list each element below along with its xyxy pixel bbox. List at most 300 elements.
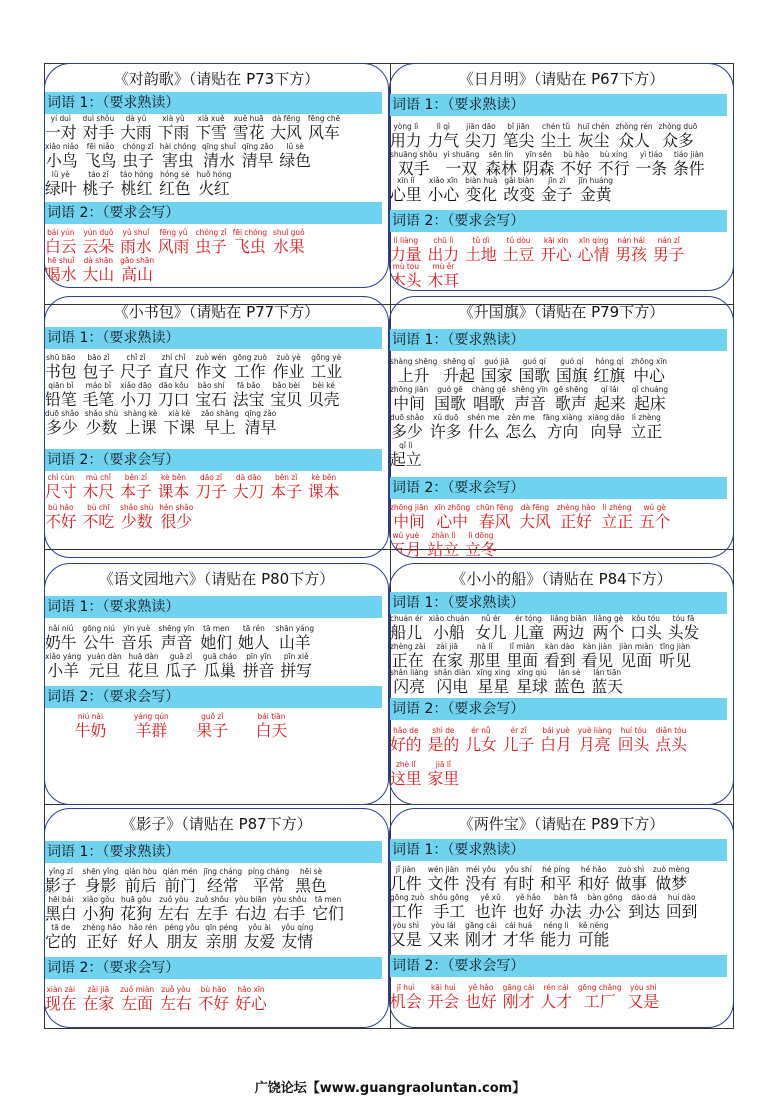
hanzi: 大山	[82, 265, 115, 284]
word-item	[443, 357, 475, 386]
pinyin: hé píng	[542, 865, 570, 874]
card-title: 《升国旗》（请贴在 P79下方）	[458, 303, 665, 321]
hanzi: 国歌	[518, 366, 551, 385]
pinyin: zhàn lì	[431, 531, 456, 540]
hanzi: 法宝	[232, 390, 265, 409]
pinyin: yì tiáo	[639, 150, 663, 159]
pinyin: huā dàn	[128, 652, 159, 661]
word-item	[233, 473, 265, 502]
read-section-header: 词语 1：（要求熟读）	[390, 839, 727, 861]
read-word-row	[390, 614, 729, 644]
pinyin: xiàn zài	[46, 985, 76, 994]
word-item	[45, 503, 77, 532]
pinyin: yòng lì	[393, 122, 419, 131]
hanzi: 立正	[630, 422, 663, 441]
write-section-header: 词语 2：（要求会写）	[390, 955, 727, 977]
hanzi: 很少	[160, 512, 193, 531]
pinyin: bù hǎo	[200, 985, 227, 994]
pinyin: xiǎo gǒu	[82, 895, 115, 904]
pinyin: bǎo bèi	[272, 381, 300, 390]
hanzi: 到达	[628, 902, 660, 921]
pinyin: zài jiā	[436, 642, 458, 651]
pinyin: tā men	[314, 895, 342, 904]
hanzi: 也好	[465, 992, 497, 1011]
pinyin: rén cái	[543, 983, 569, 992]
word-item	[45, 353, 77, 382]
read-section-header: 词语 1：（要求熟读）	[45, 841, 382, 863]
pinyin: lǜ yè	[51, 170, 70, 179]
word-item	[158, 473, 190, 502]
pinyin: xiǎo dāo	[120, 381, 152, 390]
word-item	[639, 503, 671, 532]
word-item	[45, 624, 77, 653]
word-item	[506, 642, 538, 671]
word-item	[541, 176, 573, 205]
pinyin: gōng niú	[82, 624, 116, 633]
write-word-row	[45, 985, 384, 1015]
hanzi: 声音	[514, 394, 546, 413]
pinyin: lì qì	[436, 122, 450, 131]
word-item	[503, 921, 535, 950]
word-item	[465, 236, 497, 265]
pinyin: wǔ yuè	[392, 531, 420, 540]
hanzi: 公牛	[82, 633, 115, 652]
hanzi: 可能	[577, 930, 610, 949]
word-item	[122, 142, 154, 171]
hanzi: 男子	[652, 245, 685, 264]
hanzi: 小羊	[47, 661, 79, 680]
word-item	[632, 385, 669, 414]
hanzi: 灰尘	[577, 131, 610, 150]
hanzi: 没有	[465, 874, 497, 893]
word-item	[428, 176, 460, 205]
word-item	[200, 624, 232, 653]
hanzi: 音乐	[120, 633, 153, 652]
pinyin: yì shuāng	[443, 150, 480, 159]
word-item	[655, 726, 687, 755]
hanzi: 奶牛	[45, 633, 77, 652]
hanzi: 下雪	[195, 123, 227, 142]
hanzi: 一条	[635, 159, 668, 178]
word-item	[578, 726, 612, 755]
write-word-row	[45, 473, 384, 503]
read-word-row	[390, 921, 729, 951]
word-item	[429, 614, 470, 643]
word-item	[308, 114, 340, 143]
pinyin: bái yún	[47, 228, 75, 237]
pinyin: kě néng	[578, 921, 609, 930]
hanzi: 火红	[198, 179, 230, 198]
hanzi: 手工	[433, 902, 466, 921]
pinyin: pīn yīn	[246, 652, 272, 661]
pinyin: ér tóng	[515, 614, 542, 623]
read-section-header: 词语 1：（要求熟读）	[390, 94, 727, 116]
word-item	[390, 262, 422, 291]
read-word-row	[45, 624, 384, 654]
word-item	[163, 409, 195, 438]
pinyin: shì de	[432, 726, 455, 735]
write-section-header: 词语 2：（要求会写）	[45, 449, 382, 471]
word-item	[390, 983, 422, 1012]
read-word-row	[45, 142, 384, 172]
hanzi: 课本	[307, 482, 340, 501]
pinyin: xiǎo yáng	[45, 652, 82, 661]
hanzi: 才华	[502, 930, 535, 949]
pinyin: lǐ miàn	[509, 642, 535, 651]
hanzi: 她人	[237, 633, 270, 652]
hanzi: 瓜子	[165, 661, 197, 680]
word-item	[550, 614, 586, 643]
pinyin: máo bǐ	[85, 381, 112, 390]
word-item	[120, 473, 152, 502]
pinyin: shàng shēng	[390, 357, 438, 366]
word-item	[45, 228, 77, 257]
hanzi: 开会	[427, 992, 460, 1011]
word-item	[631, 357, 667, 386]
pinyin: liǎng gè	[593, 614, 624, 623]
word-item	[270, 381, 302, 410]
word-item	[45, 256, 77, 285]
card-title: 《日月明》（请贴在 P67下方）	[458, 70, 665, 88]
hanzi: 小船	[433, 623, 465, 642]
hanzi: 起立	[390, 450, 422, 469]
word-item	[390, 413, 424, 442]
hanzi: 不行	[597, 159, 630, 178]
word-item	[554, 385, 588, 414]
pinyin: nǎi niú	[48, 624, 74, 633]
pinyin: zhōng jiān	[390, 385, 429, 394]
hanzi: 五月	[390, 540, 422, 558]
hanzi: 改变	[503, 185, 535, 204]
pinyin: kè běn	[161, 473, 186, 482]
hanzi: 右手	[273, 904, 306, 923]
hanzi: 云朵	[82, 237, 115, 256]
pinyin: tǔ dòu	[506, 236, 531, 245]
hanzi: 左手	[196, 904, 228, 923]
pinyin: bù hǎo	[563, 150, 589, 159]
pinyin: chén tǔ	[542, 122, 571, 131]
word-item	[518, 357, 550, 386]
word-item	[195, 895, 228, 924]
word-item	[45, 473, 77, 502]
pinyin: dà fēng	[272, 114, 301, 123]
word-item	[83, 473, 115, 502]
hanzi: 红旗	[593, 366, 626, 385]
word-item	[279, 142, 311, 171]
pinyin: dà dāo	[235, 473, 262, 482]
word-item	[390, 668, 428, 697]
read-section-header: 词语 1：（要求熟读）	[45, 327, 382, 349]
page-footer: 广饶论坛【www.guangraoluntan.com】	[254, 1081, 526, 1096]
word-item	[557, 503, 596, 532]
hanzi: 瓜巢	[204, 661, 236, 680]
hanzi: 不好	[45, 512, 77, 531]
word-item	[165, 652, 197, 681]
pinyin: jīng cháng	[203, 867, 243, 876]
hanzi: 不好	[197, 994, 230, 1013]
hanzi: 山羊	[278, 633, 311, 652]
word-item	[196, 712, 228, 741]
pinyin: qián hòu	[124, 867, 157, 876]
hanzi: 黑色	[295, 876, 327, 895]
read-word-row	[390, 413, 729, 443]
hanzi: 书包	[45, 362, 77, 381]
pinyin: fēi chóng	[232, 228, 268, 237]
hanzi: 正在	[391, 651, 424, 670]
pinyin: píng cháng	[248, 867, 290, 876]
hanzi: 尺寸	[45, 482, 77, 501]
word-item	[390, 357, 437, 386]
write-word-row	[390, 503, 729, 533]
hanzi: 前后	[124, 876, 157, 895]
pinyin: xià xuě	[197, 114, 225, 123]
pinyin: yún duǒ	[83, 228, 114, 237]
pinyin: zhōng xīn	[631, 357, 668, 366]
word-item	[85, 142, 117, 171]
hanzi: 能力	[540, 930, 572, 949]
word-item	[601, 503, 633, 532]
vocab-card	[44, 808, 389, 1028]
pinyin: yòu shì	[630, 983, 657, 992]
pinyin: liǎng biān	[550, 614, 587, 623]
pinyin: zǎo shàng	[200, 409, 239, 418]
hanzi: 一对	[45, 123, 77, 142]
word-item	[233, 114, 265, 143]
pinyin: shén me	[467, 413, 500, 422]
hanzi: 家里	[427, 769, 460, 788]
word-item	[659, 642, 691, 671]
word-item	[513, 614, 545, 643]
read-word-row	[45, 923, 384, 953]
pinyin: lì liàng	[393, 236, 419, 245]
word-item	[83, 228, 115, 257]
pinyin: kè běn	[311, 473, 337, 482]
hanzi: 铅笔	[45, 390, 77, 409]
hanzi: 出力	[427, 245, 460, 264]
word-item	[160, 985, 192, 1014]
word-item	[390, 236, 422, 265]
hanzi: 尘土	[540, 131, 572, 150]
pinyin: lì dōng	[468, 531, 494, 540]
pinyin: yòu shì	[392, 921, 420, 930]
word-item	[430, 893, 469, 922]
word-item	[428, 760, 460, 789]
pinyin: hē shuǐ	[47, 256, 75, 265]
word-item	[83, 381, 115, 410]
pinyin: yǐng zǐ	[48, 867, 73, 876]
word-item	[615, 865, 647, 894]
pinyin: shū bāo	[46, 353, 76, 362]
hanzi: 不好	[560, 159, 592, 178]
pinyin: cái huá	[505, 921, 533, 930]
word-item	[273, 228, 305, 257]
word-item	[195, 381, 227, 410]
hanzi: 回头	[617, 735, 650, 754]
pinyin: qīng shuǐ	[202, 142, 236, 151]
read-word-row	[390, 441, 729, 471]
pinyin: niú nǎi	[77, 712, 104, 721]
hanzi: 平常	[252, 876, 285, 895]
pinyin: zhèng hǎo	[556, 503, 596, 512]
word-item	[201, 409, 239, 438]
word-item	[75, 712, 107, 741]
hanzi: 作业	[272, 362, 305, 381]
word-item	[390, 503, 428, 532]
hanzi: 清水	[203, 151, 235, 170]
hanzi: 不吃	[82, 512, 115, 531]
hanzi: 月亮	[579, 735, 611, 754]
pinyin: qǐ lái	[600, 385, 619, 394]
pinyin: guó qí	[560, 357, 584, 366]
pinyin: yǔ shuǐ	[122, 228, 150, 237]
pinyin: xià yǔ	[162, 114, 185, 123]
word-item	[434, 668, 470, 697]
hanzi: 包子	[82, 362, 115, 381]
pinyin: guó gē	[437, 385, 463, 394]
word-item	[428, 865, 460, 894]
pinyin: xīng qiú	[517, 668, 547, 677]
word-item	[390, 760, 422, 789]
pinyin: bǐ jiān	[507, 122, 530, 131]
word-item	[158, 353, 190, 382]
word-item	[242, 142, 274, 171]
hanzi: 上课	[124, 418, 157, 437]
hanzi: 木尺	[82, 482, 115, 501]
word-item	[666, 893, 698, 922]
pinyin: chǐ cùn	[47, 473, 75, 482]
word-item	[310, 353, 342, 382]
hanzi: 回到	[665, 902, 698, 921]
pinyin: xiǎo xīn	[428, 176, 458, 185]
hanzi: 用力	[390, 131, 422, 150]
word-item	[390, 865, 422, 894]
word-item	[120, 381, 152, 410]
word-item	[540, 983, 572, 1012]
word-item	[235, 985, 267, 1014]
hanzi: 木耳	[427, 271, 460, 290]
card-title: 《对韵歌》（请贴在 P73下方）	[113, 70, 320, 88]
hanzi: 立冬	[465, 540, 497, 558]
pinyin: tā rén	[242, 624, 265, 633]
hanzi: 有时	[502, 874, 535, 893]
pinyin: xīn lǐ	[397, 176, 415, 185]
pinyin: tīng jiàn	[660, 642, 691, 651]
hanzi: 几件	[390, 874, 422, 893]
hanzi: 又是	[627, 992, 660, 1011]
hanzi: 这里	[390, 769, 422, 788]
word-item	[540, 865, 572, 894]
word-item	[503, 122, 535, 151]
hanzi: 正好	[560, 512, 592, 531]
hanzi: 花旦	[127, 661, 160, 680]
read-word-row	[45, 381, 384, 411]
word-item	[390, 642, 425, 671]
hanzi: 阴森	[522, 159, 555, 178]
word-item	[159, 170, 191, 199]
word-item	[578, 236, 610, 265]
hanzi: 元旦	[88, 661, 121, 680]
pinyin: péng yǒu	[164, 923, 200, 932]
hanzi: 在家	[431, 651, 463, 670]
pinyin: dà shān	[83, 256, 114, 265]
hanzi: 桃子	[82, 179, 115, 198]
word-item	[390, 921, 422, 950]
hanzi: 女儿	[475, 623, 507, 642]
word-item	[244, 923, 276, 952]
word-item	[203, 867, 242, 896]
pinyin: hóng qí	[595, 357, 624, 366]
vocab-card	[44, 296, 389, 558]
hanzi: 宝石	[195, 390, 227, 409]
pinyin: huī chén	[577, 122, 610, 131]
word-item	[45, 409, 79, 438]
pinyin: jīn huáng	[578, 176, 613, 185]
read-section-header: 词语 1：（要求熟读）	[390, 329, 727, 351]
pinyin: yòu shǒu	[272, 895, 307, 904]
hanzi: 刚才	[502, 992, 535, 1011]
pinyin: chǐ zǐ	[126, 353, 146, 362]
pinyin: dào dá	[631, 893, 657, 902]
hanzi: 星球	[516, 677, 548, 696]
word-item	[588, 413, 625, 442]
pinyin: xǔ duō	[432, 413, 459, 422]
pinyin: lán tiān	[593, 668, 622, 677]
pinyin: nán hái	[617, 236, 645, 245]
hanzi: 大刀	[232, 482, 265, 501]
write-section-header: 词语 2：（要求会写）	[45, 686, 382, 708]
word-item	[587, 893, 622, 922]
word-item	[121, 624, 153, 653]
hanzi: 好心	[235, 994, 267, 1013]
pinyin: běn zǐ	[124, 473, 148, 482]
write-word-row	[45, 712, 384, 742]
word-item	[465, 921, 497, 950]
hanzi: 也好	[512, 902, 544, 921]
hanzi: 升起	[443, 366, 475, 385]
pinyin: huā gǒu	[120, 895, 152, 904]
word-item	[120, 895, 152, 924]
hanzi: 桃红	[120, 179, 153, 198]
pinyin: táo hóng	[120, 170, 154, 179]
hanzi: 友爱	[243, 932, 276, 951]
hanzi: 羊群	[135, 721, 168, 740]
hanzi: 宝贝	[270, 390, 303, 409]
hanzi: 做事	[615, 874, 647, 893]
pinyin: diǎn tóu	[655, 726, 687, 735]
hanzi: 好的	[390, 735, 422, 754]
pinyin: wén jiàn	[427, 865, 459, 874]
hanzi: 本子	[270, 482, 302, 501]
hanzi: 又是	[390, 930, 422, 949]
pinyin: wǔ gè	[643, 503, 666, 512]
pinyin: yǒu ài	[248, 923, 271, 932]
pinyin: biàn huà	[465, 176, 498, 185]
hanzi: 金子	[540, 185, 573, 204]
hanzi: 上升	[397, 366, 430, 385]
pinyin: gāng cái	[465, 921, 497, 930]
pinyin: yòu biān	[234, 895, 267, 904]
word-item	[390, 531, 422, 558]
word-item	[390, 614, 423, 643]
write-section-header: 词语 2：（要求会写）	[390, 698, 727, 720]
word-item	[390, 893, 424, 922]
hanzi: 方向	[546, 422, 579, 441]
word-item	[390, 122, 422, 151]
pinyin: zhōng jiān	[390, 503, 429, 512]
pinyin: zhèng zài	[390, 642, 426, 651]
pinyin: táo zǐ	[88, 170, 109, 179]
word-item	[434, 385, 466, 414]
